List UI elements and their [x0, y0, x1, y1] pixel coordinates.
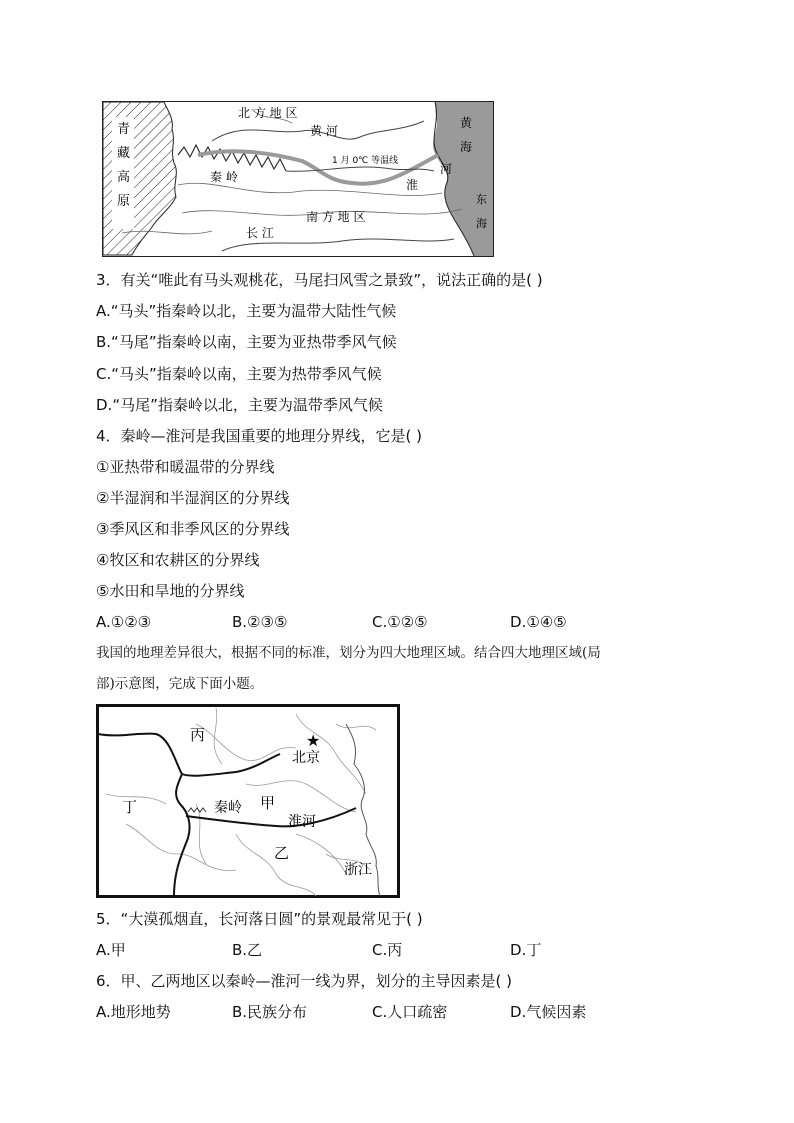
- q4-item-5: ⑤水田和旱地的分界线: [96, 582, 245, 600]
- label-huang: 黄: [460, 116, 473, 130]
- label-huai: 淮: [406, 178, 419, 192]
- q5-option-b[interactable]: B.乙: [232, 941, 263, 959]
- intro-line-2: 部)示意图，完成下面小题。: [96, 676, 264, 692]
- label-huaihe: 淮河: [288, 814, 316, 830]
- q3-option-d[interactable]: D.“马尾”指秦岭以北，主要为温带季风气候: [96, 396, 383, 414]
- label-bing: 丙: [190, 726, 206, 744]
- q5-option-c[interactable]: C.丙: [372, 941, 403, 959]
- q4-option-b[interactable]: B.②③⑤: [232, 613, 288, 631]
- q3-option-c[interactable]: C.“马头”指秦岭以南，主要为热带季风气候: [96, 365, 382, 383]
- q5-options: [96, 940, 696, 960]
- q5-question: 5．“大漠孤烟直，长河落日圆”的景观最常见于( ): [96, 910, 423, 928]
- label-qinling: 秦 岭: [210, 170, 238, 184]
- label-yangtze: 长 江: [246, 226, 274, 240]
- q4-option-d[interactable]: D.①④⑤: [510, 613, 567, 631]
- label-hai1: 海: [460, 140, 473, 154]
- map-qinling-huaihe: [102, 101, 494, 257]
- q6-option-d[interactable]: D.气候因素: [510, 1003, 587, 1021]
- q4-item-4: ④牧区和农耕区的分界线: [96, 551, 260, 569]
- label-yi: 乙: [274, 844, 290, 862]
- q4-option-a[interactable]: A.①②③: [96, 613, 152, 631]
- q6-options: [96, 1002, 696, 1022]
- label-isotherm: 1 月 0℃ 等温线: [332, 156, 399, 166]
- q6-option-b[interactable]: B.民族分布: [232, 1003, 308, 1021]
- label-hai2: 海: [476, 217, 487, 230]
- label-qinling: 秦岭: [214, 800, 242, 816]
- q4-option-c[interactable]: C.①②⑤: [372, 613, 428, 631]
- label-south-region: 南 方 地 区: [306, 210, 366, 224]
- label-yellow-river: 黄 河: [310, 124, 338, 138]
- intro-line-1: 我国的地理差异很大，根据不同的标准，划分为四大地理区域。结合四大地理区域(局: [96, 645, 601, 661]
- label-he: 河: [440, 162, 453, 176]
- q5-option-d[interactable]: D.丁: [510, 941, 542, 959]
- label-qing: 青: [117, 122, 131, 137]
- label-zang: 藏: [117, 146, 131, 161]
- q5-option-a[interactable]: A.甲: [96, 941, 126, 959]
- q4-question: 4．秦岭—淮河是我国重要的地理分界线，它是( ): [96, 427, 423, 445]
- label-jia: 甲: [260, 794, 276, 812]
- label-north-region: 北 方 地 区: [238, 106, 298, 120]
- label-gao: 高: [117, 170, 131, 185]
- q6-question: 6．甲、乙两地区以秦岭—淮河一线为界，划分的主导因素是( ): [96, 972, 513, 990]
- label-ding: 丁: [122, 798, 138, 816]
- label-zhejiang: 浙江: [344, 862, 372, 878]
- beijing-star-icon: ★: [306, 731, 321, 750]
- q4-item-3: ③季风区和非季风区的分界线: [96, 520, 290, 538]
- q6-option-a[interactable]: A.地形地势: [96, 1003, 171, 1021]
- q3-question: 3．有关“唯此有马头观桃花，马尾扫风雪之景致”，说法正确的是( ): [96, 271, 543, 289]
- label-dong: 东: [476, 193, 487, 206]
- q4-item-1: ①亚热带和暖温带的分界线: [96, 458, 275, 476]
- q6-option-c[interactable]: C.人口疏密: [372, 1003, 448, 1021]
- q3-option-a[interactable]: A.“马头”指秦岭以北，主要为温带大陆性气候: [96, 302, 397, 320]
- map-four-regions: [96, 704, 400, 898]
- q4-item-2: ②半湿润和半湿润区的分界线: [96, 489, 290, 507]
- label-yuan: 原: [117, 194, 131, 209]
- q3-option-b[interactable]: B.“马尾”指秦岭以南，主要为亚热带季风气候: [96, 333, 397, 351]
- label-beijing: 北京: [292, 750, 320, 766]
- q4-options: [96, 612, 696, 632]
